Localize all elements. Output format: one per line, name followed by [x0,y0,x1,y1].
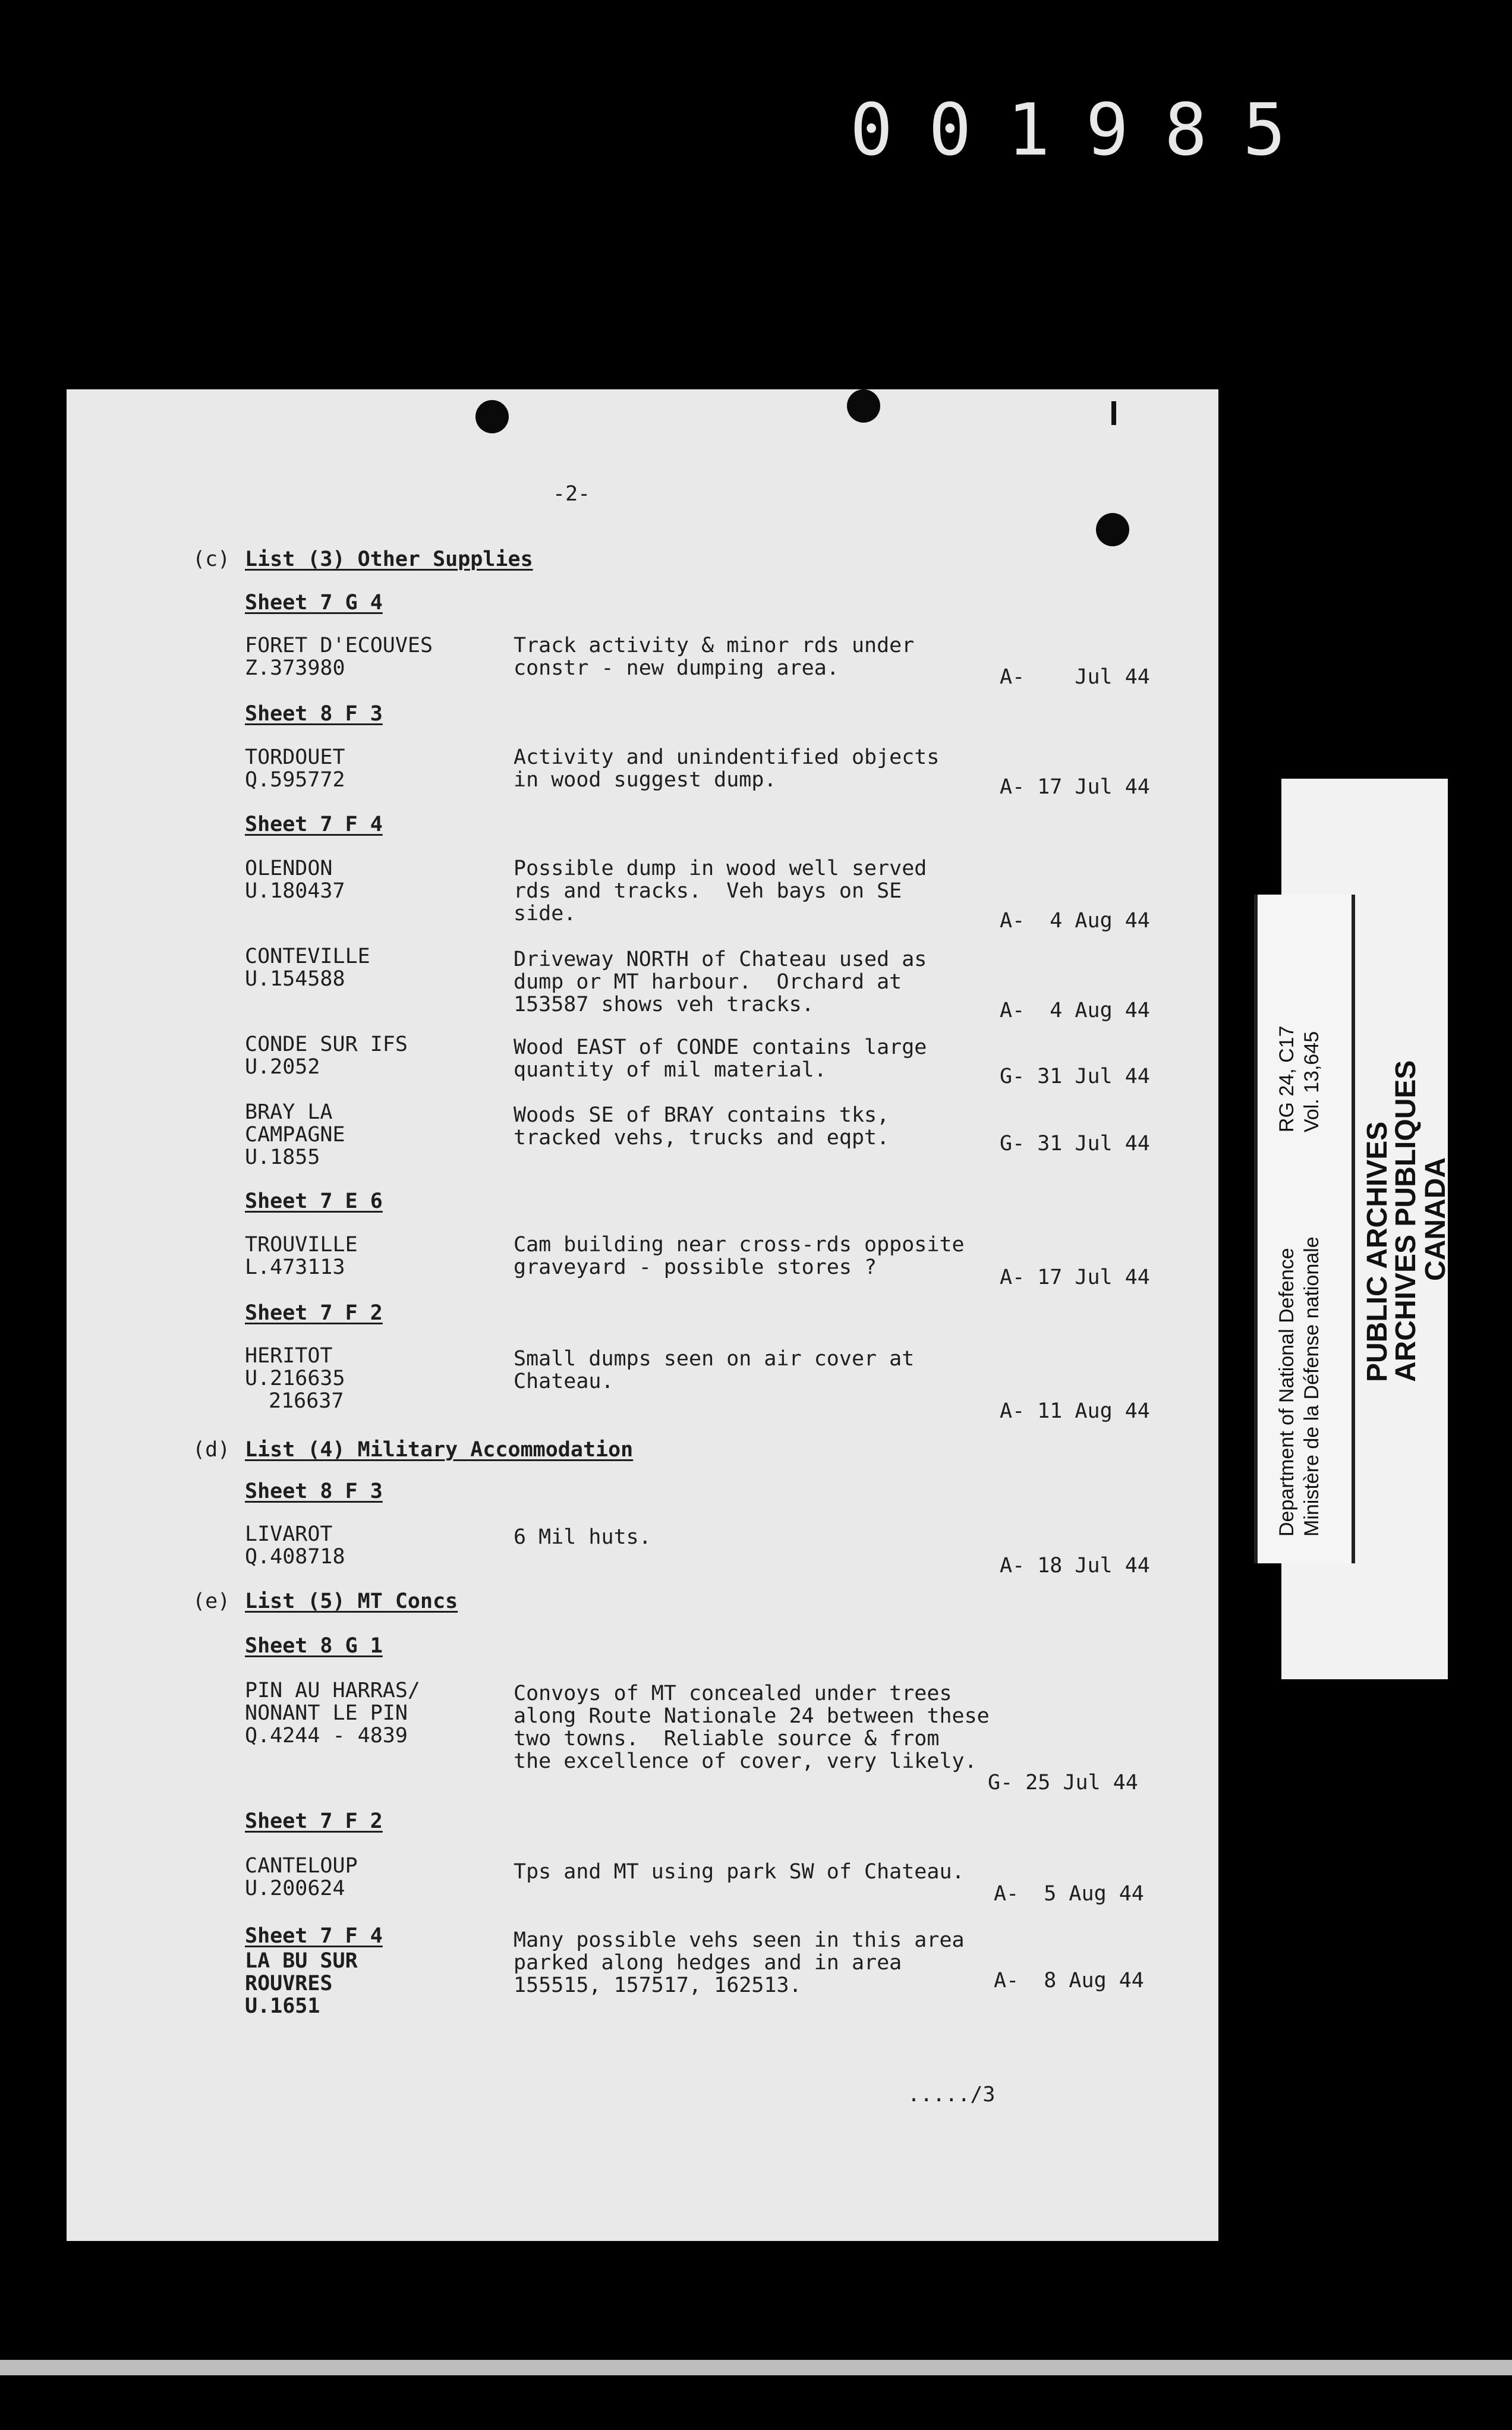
country: CANADA [1420,1157,1451,1281]
section-marker: (c) [193,547,231,571]
page-mark [1111,401,1116,425]
entry-desc: 155515, 157517, 162513. [514,1973,802,1997]
grid-ref: Q.595772 [245,768,345,792]
entry-desc: constr - new dumping area. [514,656,839,680]
frame-number: 001985 [850,89,1322,172]
entry-date: A- 4 Aug 44 [1000,909,1150,933]
punch-hole [847,389,880,423]
grid-ref: Q.408718 [245,1545,345,1569]
entry-desc: in wood suggest dump. [514,768,777,792]
entry-date: A- 5 Aug 44 [994,1882,1144,1906]
place-name: CONDE SUR IFS [245,1033,408,1056]
entry-desc: Chateau. [514,1370,614,1393]
continuation-marker: ...../3 [908,2083,996,2107]
entry-desc: tracked vehs, trucks and eqpt. [514,1126,890,1150]
grid-ref: U.180437 [245,879,345,903]
entry-desc: Tps and MT using park SW of Chateau. [514,1860,965,1884]
entry-desc: Cam building near cross-rds opposite [514,1233,965,1257]
section-title: List (5) MT Concs [245,1589,458,1613]
volume: Vol. 13,645 [1300,1031,1323,1132]
grid-ref: Q.4244 - 4839 [245,1724,408,1748]
entry-date: A- 4 Aug 44 [1000,999,1150,1022]
entry-desc: Wood EAST of CONDE contains large [514,1035,927,1059]
entry-desc: the excellence of cover, very likely. [514,1749,977,1773]
place-name: CANTELOUP [245,1854,358,1878]
entry-date: A- 11 Aug 44 [1000,1399,1150,1423]
sheet-heading: Sheet 7 E 6 [245,1189,383,1213]
entry-desc: 6 Mil huts. [514,1525,651,1549]
grid-ref: Z.373980 [245,656,345,680]
grid-ref: U.154588 [245,967,345,991]
film-edge [0,2360,1512,2375]
section-title: List (3) Other Supplies [245,547,533,571]
entry-desc: Many possible vehs seen in this area [514,1928,965,1952]
sheet-heading: Sheet 7 G 4 [245,591,383,615]
entry-desc: Driveway NORTH of Chateau used as [514,948,927,971]
sheet-heading: Sheet 8 F 3 [245,702,383,726]
place-name: PIN AU HARRAS/ [245,1679,421,1702]
punch-hole [475,400,509,433]
punch-hole [1096,513,1129,546]
entry-desc: Activity and unindentified objects [514,745,940,769]
place-name: LA BU SUR [245,1949,358,1973]
entry-desc: 153587 shows veh tracks. [514,993,814,1016]
grid-ref: U.216635 [245,1367,345,1390]
entry-desc: graveyard - possible stores ? [514,1255,877,1279]
entry-date: A- 17 Jul 44 [1000,1266,1150,1289]
public-archives-en: PUBLIC ARCHIVES [1362,1121,1393,1382]
grid-ref: L.473113 [245,1255,345,1279]
entry-desc: quantity of mil material. [514,1058,827,1082]
department-fr: Ministère de la Défense nationale [1300,1236,1323,1537]
place-name: ROUVRES [245,1972,333,1995]
place-name: BRAY LA [245,1100,333,1124]
sheet-heading: Sheet 7 F 4 [245,813,383,836]
place-name: NONANT LE PIN [245,1701,408,1725]
public-archives-fr: ARCHIVES PUBLIQUES [1390,1060,1422,1382]
archive-label [1254,895,1355,1563]
entry-desc: parked along hedges and in area [514,1951,902,1975]
place-name: TROUVILLE [245,1233,358,1257]
grid-ref: U.200624 [245,1877,345,1900]
entry-desc: two towns. Reliable source & from [514,1727,940,1751]
entry-date: A- 8 Aug 44 [994,1969,1144,1993]
grid-ref: 216637 [269,1389,344,1413]
sheet-heading: Sheet 8 G 1 [245,1634,383,1658]
grid-ref: U.1855 [245,1145,320,1169]
place-name: OLENDON [245,857,333,880]
entry-desc: Small dumps seen on air cover at [514,1347,915,1371]
entry-date: G- 31 Jul 44 [1000,1132,1150,1156]
department-en: Department of National Defence [1275,1248,1298,1537]
place-name: CONTEVILLE [245,945,370,968]
place-name: FORET D'ECOUVES [245,634,433,657]
page-number: -2- [553,482,591,506]
entry-date: A- Jul 44 [1000,665,1150,689]
entry-date: A- 18 Jul 44 [1000,1554,1150,1578]
grid-ref: U.2052 [245,1055,320,1079]
entry-desc: Woods SE of BRAY contains tks, [514,1103,890,1127]
record-group: RG 24, C17 [1275,1025,1298,1132]
document-page [67,389,1218,2241]
entry-desc: Convoys of MT concealed under trees [514,1682,952,1705]
section-marker: (e) [193,1589,231,1613]
entry-desc: Track activity & minor rds under [514,634,915,657]
place-name: LIVAROT [245,1522,333,1546]
entry-desc: dump or MT harbour. Orchard at [514,970,902,994]
section-marker: (d) [193,1438,231,1462]
grid-ref: U.1651 [245,1994,320,2018]
place-name: TORDOUET [245,745,345,769]
entry-desc: Possible dump in wood well served [514,857,927,880]
entry-date: A- 17 Jul 44 [1000,775,1150,799]
sheet-heading: Sheet 7 F 4 [245,1924,383,1948]
entry-date: G- 25 Jul 44 [988,1771,1138,1795]
entry-desc: side. [514,902,577,926]
sheet-heading: Sheet 8 F 3 [245,1480,383,1503]
place-name: CAMPAGNE [245,1123,345,1147]
section-title: List (4) Military Accommodation [245,1438,634,1462]
entry-date: G- 31 Jul 44 [1000,1065,1150,1088]
sheet-heading: Sheet 7 F 2 [245,1809,383,1833]
entry-desc: along Route Nationale 24 between these [514,1704,990,1728]
place-name: HERITOT [245,1344,333,1368]
entry-desc: rds and tracks. Veh bays on SE [514,879,902,903]
sheet-heading: Sheet 7 F 2 [245,1301,383,1325]
